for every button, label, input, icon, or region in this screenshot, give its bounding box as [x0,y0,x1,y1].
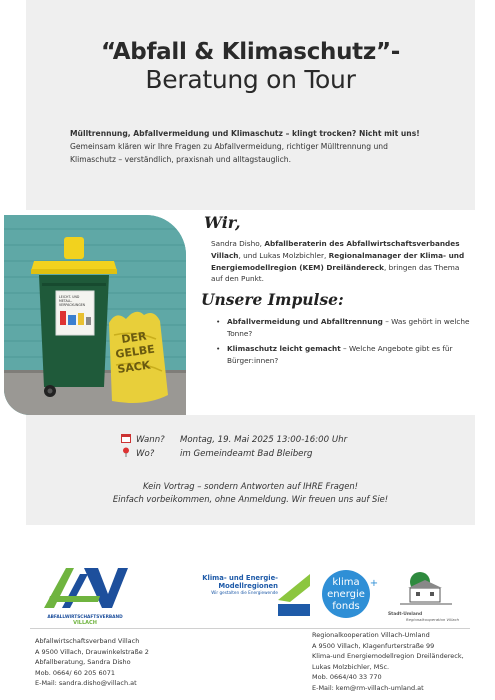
address-line: Abfallberatung, Sandra Disho [35,658,131,667]
event-when [120,433,347,446]
kem-logo-text-3: Wir gestalten die Energiewende [211,590,278,595]
awv-logo-text-2: VILLACH [73,620,97,626]
event-panel [26,415,475,525]
wir-text-part: Sandra Disho, [211,239,265,248]
wir-heading: Wir, [204,213,241,232]
address-line: E-Mail: sandra.disho@villach.at [35,679,137,688]
wir-text-bold: Regionalmanager der Klima- und Energiemodellregion (KEM) Dreiländereck [211,250,465,272]
wir-text-bold: Abfallberaterin des Abfallwirtschaftsverbandes Villach [211,239,460,260]
address-line: Mob. 0664/40 33 770 [312,673,382,682]
wir-text-part: , bringen das Thema auf den Punkt. [211,262,460,284]
klimafonds-text-1: klima [332,577,360,588]
awv-logo-mark [40,564,130,610]
address-left [35,636,149,689]
kem-logo-text-2: Modellregionen [218,582,278,590]
calendar-icon [120,433,132,446]
impulse-item-title: Klimaschutz leicht gemacht [227,344,341,353]
klimafonds-text-2: energie [327,589,365,600]
logo-row [0,560,495,630]
stadt-umland-logo [386,568,472,624]
sticker-text-2: METALL- [59,299,73,303]
address-line: E-Mail: kem@rm-villach-umland.at [312,683,424,692]
bag-text-2: GELBE [114,342,156,361]
address-line: Lukas Molzbichler, MSc. [312,662,390,671]
title-line-1: “Abfall & Klimaschutz”- [100,39,401,65]
waste-bin-illustration [4,215,186,415]
where-value: im Gemeindeamt Bad Bleiberg [180,448,313,459]
event-where [120,447,312,460]
awv-logo-text-1: ABFALLWIRTSCHAFTSVERBAND [47,615,123,620]
impulse-item-text: – Welche Angebote gibt es für Bürger:innen? [227,344,453,365]
intro-text [70,127,430,166]
page-title [26,40,475,94]
tagline [26,480,475,506]
awv-logo [40,564,130,626]
impulse-item-text: – Was gehört in welche Tonne? [227,317,470,338]
intro-body: Gemeinsam klären wir Ihre Fragen zu Abfallvermeidung, richtiger Mülltrennung und Klimaschutz – verständlich, praxisnah und alltagstauglich. [70,142,388,164]
sticker-text-3: VERPACKUNGEN [59,303,86,307]
wir-text-part: , und Lukas Molzbichler, [238,250,329,260]
kem-logo [192,574,278,596]
impulse-item-title: Abfallvermeidung und Abfalltrennung [227,317,383,326]
wir-text [211,238,473,285]
address-line: A 9500 Villach, Klagenfurterstraße 99 [312,641,435,650]
tagline-line-1: Kein Vortrag – sondern Antworten auf IHRE Fragen! [142,481,359,491]
when-value: Montag, 19. Mai 2025 13:00-16:00 Uhr [180,434,348,445]
when-label: Wann? [136,434,165,445]
tagline-line-2: Einfach vorbeikommen, ohne Anmeldung. Wir freuen uns auf Sie! [112,494,389,504]
bag-text-3: SACK [116,358,152,376]
stadt-umland-mark [386,568,472,608]
intro-bold: Mülltrennung, Abfallvermeidung und Klimaschutz – klingt trocken? Nicht mit uns! [70,129,420,138]
header-panel [26,0,475,210]
address-line: Mob. 0664/ 60 205 6071 [35,668,115,677]
kem-mark-icon [276,570,318,620]
list-item [215,316,473,339]
kem-logo-text-1: Klima- und Energie- [202,574,278,582]
stadt-umland-text-1: Stadt-Umland [388,612,423,617]
title-line-2: Beratung on Tour [145,64,356,94]
where-label: Wo? [136,448,155,459]
pin-icon [120,447,132,460]
address-line: A 9500 Villach, Drauwinkelstraße 2 [35,647,149,656]
stadt-umland-text-2: Regionalkooperation Villach [406,617,460,622]
klimafonds-plus: + [369,578,378,589]
address-right [312,630,464,694]
footer-divider [30,628,470,629]
address-line: Abfallwirtschaftsverband Villach [35,637,140,645]
address-line: Regionalkooperation Villach-Umland [312,631,430,639]
impulse-list [215,316,473,370]
sticker-text-1: LEICHT- UND [59,295,80,299]
address-line: Klima-und Energiemodellregion Dreiländereck, [312,652,464,661]
list-item [215,343,473,366]
klimafonds-circle [322,566,378,622]
bag-text-1: DER [120,329,148,346]
impulse-heading: Unsere Impulse: [201,290,344,309]
kem-mark [276,570,318,624]
waste-bin-photo [4,215,186,415]
klimafonds-logo [322,566,382,622]
klimafonds-text-3: fonds [332,601,360,612]
